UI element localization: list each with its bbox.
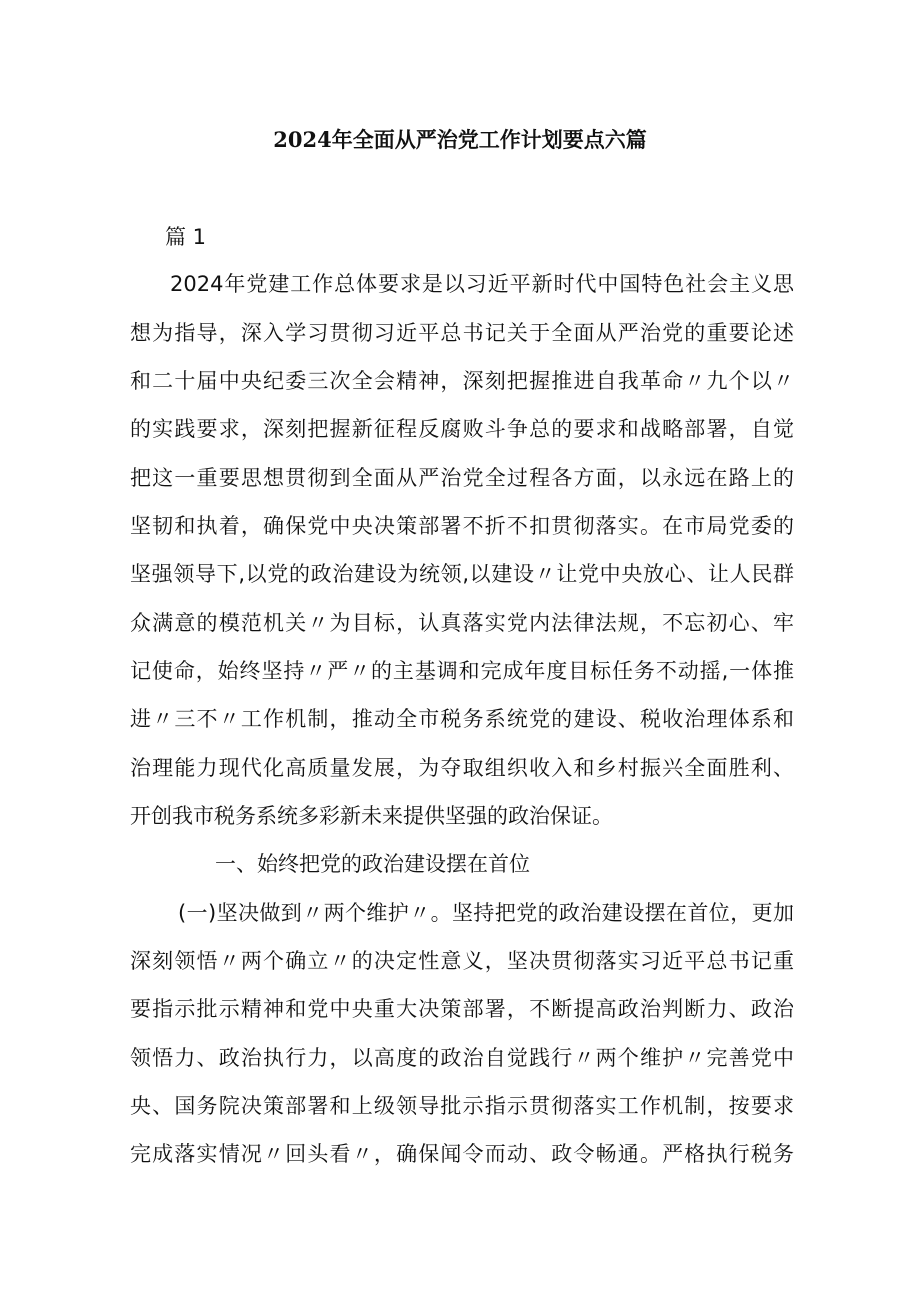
paragraph-line: 和二十届中央纪委三次全会精神，深刻把握推进自我革命〃九个以〃 [130, 369, 794, 393]
paragraph-line: 2024年党建工作总体要求是以习近平新时代中国特色社会主义思 [170, 272, 794, 296]
section-heading: 一、始终把党的政治建设摆在首位 [215, 852, 530, 876]
paragraph-line: 深刻领悟〃两个确立〃的决定性意义，坚决贯彻落实习近平总书记重 [130, 949, 794, 973]
paragraph-line: 记使命，始终坚持〃严〃的主基调和完成年度目标任务不动摇,一体推 [130, 659, 794, 683]
paragraph-line: 众满意的模范机关〃为目标，认真落实党内法律法规，不忘初心、牢 [130, 611, 794, 635]
document-title: 2024年全面从严治党工作计划要点六篇 [273, 127, 647, 152]
paragraph-line: 要指示批示精神和党中央重大决策部署，不断提高政治判断力、政治 [130, 997, 794, 1021]
paragraph-line: 开创我市税务系统多彩新未来提供坚强的政治保证。 [130, 804, 613, 828]
paragraph-line: 进〃三不〃工作机制，推动全市税务系统党的建设、税收治理体系和 [130, 707, 794, 731]
paragraph-line: 坚强领导下,以党的政治建设为统领,以建设〃让党中央放心、让人民群 [130, 562, 794, 586]
paragraph-line: 的实践要求，深刻把握新征程反腐败斗争总的要求和战略部署，自觉 [130, 417, 794, 441]
paragraph-line: 治理能力现代化高质量发展，为夺取组织收入和乡村振兴全面胜利、 [130, 756, 794, 780]
paragraph-line: 把这一重要思想贯彻到全面从严治党全过程各方面，以永远在路上的 [130, 466, 794, 490]
paragraph-line: 完成落实情况〃回头看〃，确保闻令而动、政令畅通。严格执行税务 [130, 1142, 794, 1166]
paragraph-line: 领悟力、政治执行力，以高度的政治自觉践行〃两个维护〃完善党中 [130, 1046, 794, 1070]
section-label: 篇 1 [165, 225, 207, 249]
paragraph-line: 想为指导，深入学习贯彻习近平总书记关于全面从严治党的重要论述 [130, 321, 794, 345]
paragraph-line: 坚韧和执着，确保党中央决策部署不折不扣贯彻落实。在市局党委的 [130, 514, 794, 538]
paragraph-line: (一)坚决做到〃两个维护〃。坚持把党的政治建设摆在首位，更加 [178, 901, 794, 925]
paragraph-line: 央、国务院决策部署和上级领导批示指示贯彻落实工作机制，按要求 [130, 1094, 794, 1118]
